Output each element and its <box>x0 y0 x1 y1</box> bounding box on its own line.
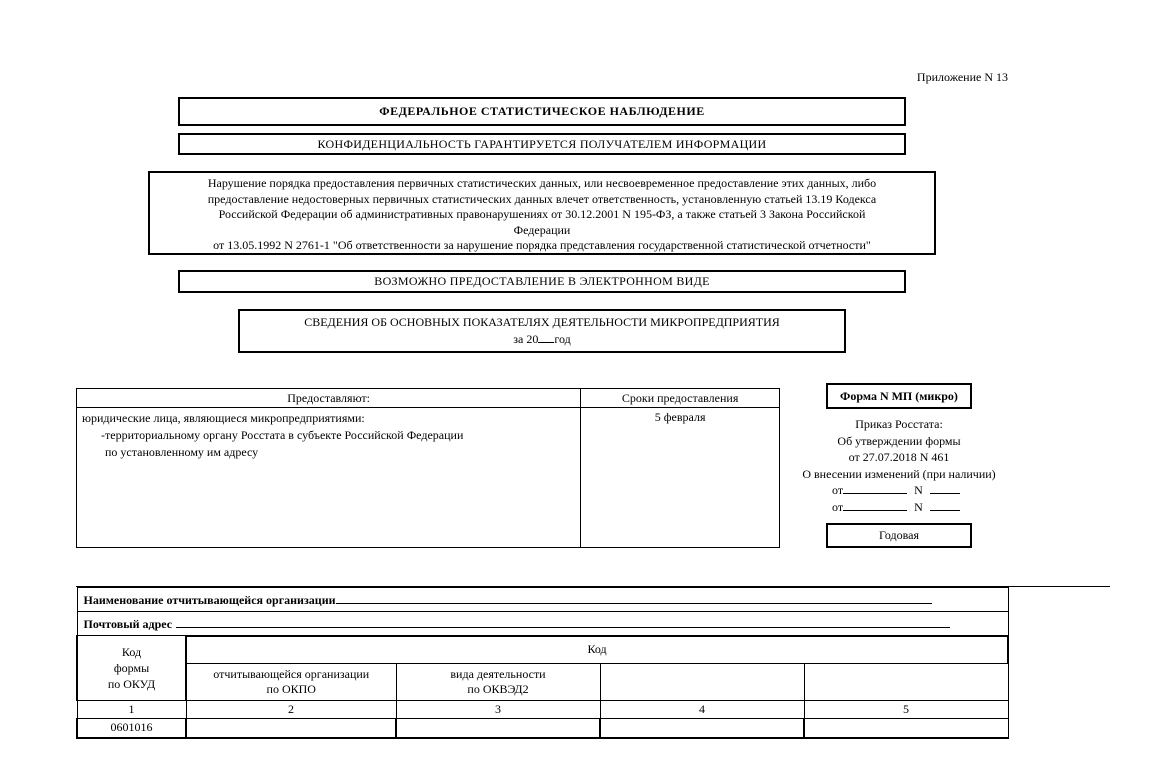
providers-cell <box>77 408 581 548</box>
number-label: N <box>914 483 923 497</box>
organization-table <box>76 587 1009 739</box>
okud-header-line: формы <box>113 661 150 675</box>
report-title-box <box>238 309 846 353</box>
report-period <box>240 331 844 348</box>
approval-order <box>786 416 1012 515</box>
providers-line: -территориальному органу Росстата в субъекте Российской Федерации <box>101 428 464 442</box>
periodicity-box: Годовая <box>826 523 972 548</box>
order-line: О внесении изменений (при наличии) <box>802 466 996 481</box>
survey-title: ФЕДЕРАЛЬНОЕ СТАТИСТИЧЕСКОЕ НАБЛЮДЕНИЕ <box>178 97 906 126</box>
date-blank[interactable] <box>843 482 907 494</box>
okpo-value[interactable] <box>186 719 396 738</box>
okud-header-line: по ОКУД <box>107 677 156 691</box>
col-number: 5 <box>804 701 1008 719</box>
okved-value[interactable] <box>396 719 600 738</box>
deadline-header: Сроки предоставления <box>581 389 780 408</box>
providers-line: по установленному им адресу <box>105 445 259 459</box>
report-title: СВЕДЕНИЯ ОБ ОСНОВНЫХ ПОКАЗАТЕЛЯХ ДЕЯТЕЛЬНОСТИ МИКРОПРЕДПРИЯТИЯ <box>304 315 780 329</box>
from-label: от <box>832 499 844 514</box>
confidentiality-banner: КОНФИДЕНЦИАЛЬНОСТЬ ГАРАНТИРУЕТСЯ ПОЛУЧАТЕЛЕМ ИНФОРМАЦИИ <box>178 133 906 155</box>
okved-header-line: вида деятельности <box>450 667 546 681</box>
col-number: 2 <box>186 701 396 719</box>
date-blank[interactable] <box>843 499 907 511</box>
col-number: 3 <box>396 701 600 719</box>
form-name: Форма N МП (микро) <box>826 383 972 409</box>
year-blank[interactable] <box>538 331 554 343</box>
okved-header-line: по ОКВЭД2 <box>467 682 529 696</box>
providers-table <box>76 388 780 548</box>
okud-value: 0601016 <box>77 719 186 738</box>
number-blank[interactable] <box>930 499 960 511</box>
order-line: от 27.07.2018 N 461 <box>848 450 950 464</box>
okved-header <box>396 664 600 701</box>
amendment-row <box>786 499 1012 516</box>
warning-line: предоставление недостоверных первичных статистических данных влечет ответственность, установленную статьей 13.19 Кодекса <box>207 191 877 206</box>
period-prefix: за 20 <box>513 332 539 346</box>
warning-line: Российской Федерации об административных правонарушениях от 30.12.2001 N 195-ФЗ, а также статьей 3 Закона Российской <box>218 207 866 221</box>
from-label: от <box>832 483 844 497</box>
warning-line: Федерации <box>513 222 571 237</box>
period-suffix: год <box>554 332 571 346</box>
order-line: Об утверждении формы <box>837 433 961 448</box>
deadline-cell <box>581 408 780 548</box>
empty-header-4 <box>600 664 804 701</box>
amendment-row <box>786 482 1012 499</box>
liability-warning <box>148 171 936 255</box>
col-number: 4 <box>600 701 804 719</box>
address-field[interactable] <box>176 615 950 628</box>
okpo-header-line: по ОКПО <box>266 682 316 696</box>
order-line: Приказ Росстата: <box>855 417 943 431</box>
providers-line: юридические лица, являющиеся микропредприятиями: <box>82 411 365 425</box>
warning-line: от 13.05.1992 N 2761-1 "Об ответственности за нарушение порядка представления государственной статистической отчетности" <box>213 238 871 252</box>
electronic-banner: ВОЗМОЖНО ПРЕДОСТАВЛЕНИЕ В ЭЛЕКТРОННОМ ВИДЕ <box>178 270 906 293</box>
col-number: 1 <box>77 701 186 719</box>
warning-line: Нарушение порядка предоставления первичных статистических данных, или несвоевременное предоставление этих данных, либо <box>207 176 877 190</box>
providers-header: Предоставляют: <box>77 389 581 408</box>
address-label: Почтовый адрес <box>83 616 173 631</box>
okud-header <box>77 636 186 701</box>
address-row <box>77 612 1008 636</box>
org-name-label: Наименование отчитывающейся организации <box>83 593 336 607</box>
org-name-row <box>77 588 1008 612</box>
org-name-field[interactable] <box>336 591 932 604</box>
code-value-5[interactable] <box>804 719 1008 738</box>
okud-header-line: Код <box>121 645 142 659</box>
deadline-value: 5 февраля <box>654 410 706 424</box>
code-header: Код <box>186 636 1008 664</box>
okpo-header-line: отчитывающейся организации <box>213 667 370 681</box>
number-blank[interactable] <box>930 482 960 494</box>
okpo-header <box>186 664 396 701</box>
appendix-label: Приложение N 13 <box>916 70 1008 84</box>
number-label: N <box>914 499 923 514</box>
code-value-4[interactable] <box>600 719 804 738</box>
empty-header-5 <box>804 664 1008 701</box>
